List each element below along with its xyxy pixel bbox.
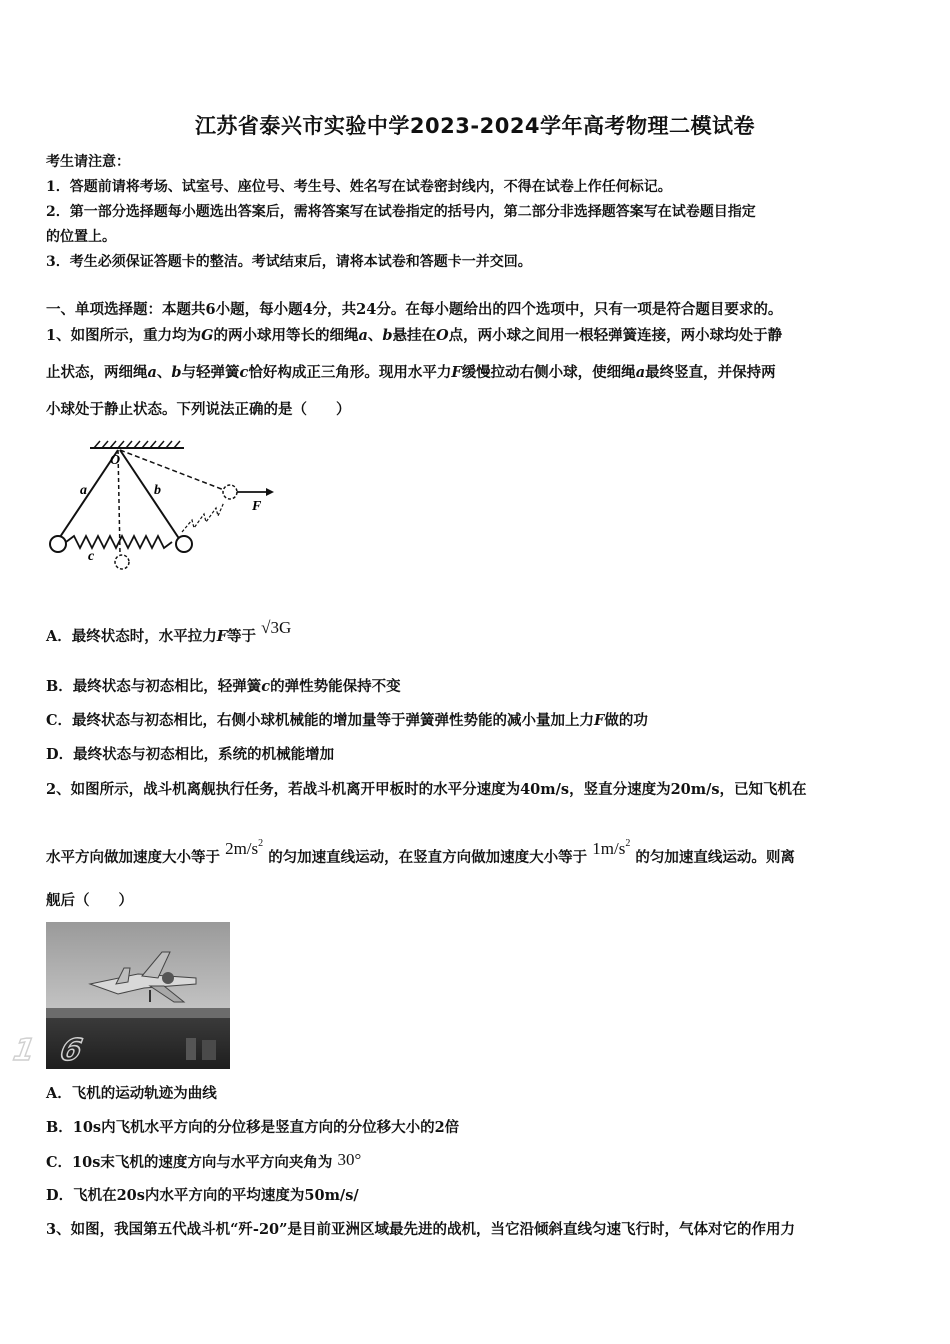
q2-option-d: D．飞机在20s内水平方向的平均速度为50m/s/ — [46, 1187, 359, 1204]
q1-spring-figure — [44, 436, 284, 576]
notice-item-2-cont: 的位置上。 — [46, 229, 116, 245]
carrier-jet-photo — [6, 922, 230, 1069]
q1-option-d: D．最终状态与初态相比，系统的机械能增加 — [46, 746, 335, 763]
q1-stem-line3: 小球处于静止状态。下列说法正确的是（ ） — [46, 401, 351, 418]
q2-option-c: C．10s末飞机的速度方向与水平方向夹角为 30° — [46, 1150, 362, 1171]
q3-stem-line1: 3、如图，我国第五代战斗机“歼-20”是目前亚洲区域最先进的战机，当它沿倾斜直线匀速飞行时，气体对它的作用力 — [46, 1221, 795, 1238]
carrier-jet-image — [6, 922, 230, 1069]
section-heading: 一、单项选择题：本题共6小题，每小题4分，共24分。在每小题给出的四个选项中，只有一项是符合题目要求的。 — [46, 301, 783, 318]
q2-option-a: A．飞机的运动轨迹为曲线 — [46, 1085, 217, 1102]
q1-stem-line1: 1、如图所示，重力均为G的两小球用等长的细绳a、b悬挂在O点，两小球之间用一根轻弹簧连接，两小球均处于静 — [46, 327, 783, 344]
deck-number-marking: 1 6 — [6, 1032, 96, 1068]
q2-stem-line2: 水平方向做加速度大小等于 $2m/s^2$ 的匀加速直线运动，在竖直方向做加速度大小等于 $1m/s^2$ 的匀加速直线运动。则离 — [46, 838, 795, 866]
sqrt3G-math: √3G — [261, 618, 292, 637]
string-a — [58, 450, 121, 540]
q2-stem-line3: 舰后（ ） — [46, 892, 133, 909]
notice-item-1: 1．答题前请将考场、试室号、座位号、考生号、姓名写在试卷密封线内，不得在试卷上作任何标记。 — [46, 179, 672, 195]
label-b: b — [154, 483, 161, 498]
force-arrowhead — [266, 488, 274, 496]
notice-item-2: 2．第一部分选择题每小题选出答案后，需将答案写在试卷指定的括号内，第二部分非选择题答案写在试卷题目指定 — [46, 204, 756, 220]
right-ball-final — [223, 485, 237, 499]
label-O: O — [110, 453, 121, 468]
spring-final — [182, 502, 224, 532]
string-b-final — [120, 450, 224, 490]
label-c: c — [88, 549, 95, 564]
string-b — [120, 450, 180, 540]
q1-option-a: A．最终状态时，水平拉力F等于 √3G — [46, 618, 292, 645]
notice-heading: 考生请注意： — [46, 154, 130, 170]
acc-2-math: $2m/s^2$ — [225, 838, 264, 858]
angle-30-math: 30° — [337, 1150, 362, 1169]
q1-stem-line2: 止状态，两细绳a、b与轻弹簧c恰好构成正三角形。现用水平力F缓慢拉动右侧小球，使细绳a最终竖直，并保持两 — [46, 364, 776, 381]
acc-1-math: $1m/s^2$ — [592, 838, 631, 858]
label-a: a — [80, 483, 87, 498]
q2-stem-line1: 2、如图所示，战斗机离舰执行任务，若战斗机离开甲板时的水平分速度为40m/s，竖直分速度为20m/s，已知飞机在 — [46, 781, 807, 798]
label-F: F — [252, 499, 262, 514]
right-ball — [176, 536, 192, 552]
left-ball-final — [115, 555, 129, 569]
ceiling-hatch — [94, 441, 180, 448]
left-ball — [50, 536, 66, 552]
notice-item-3: 3．考生必须保证答题卡的整洁。考试结束后，请将本试卷和答题卡一并交回。 — [46, 254, 532, 270]
q2-option-b: B．10s内飞机水平方向的分位移是竖直方向的分位移大小的2倍 — [46, 1119, 460, 1136]
q1-option-c: C．最终状态与初态相比，右侧小球机械能的增加量等于弹簧弹性势能的减小量加上力F做的功 — [46, 712, 648, 729]
page-title: 江苏省泰兴市实验中学2023-2024学年高考物理二模试卷 — [194, 114, 756, 138]
q1-option-b: B．最终状态与初态相比，轻弹簧c的弹性势能保持不变 — [46, 678, 401, 695]
